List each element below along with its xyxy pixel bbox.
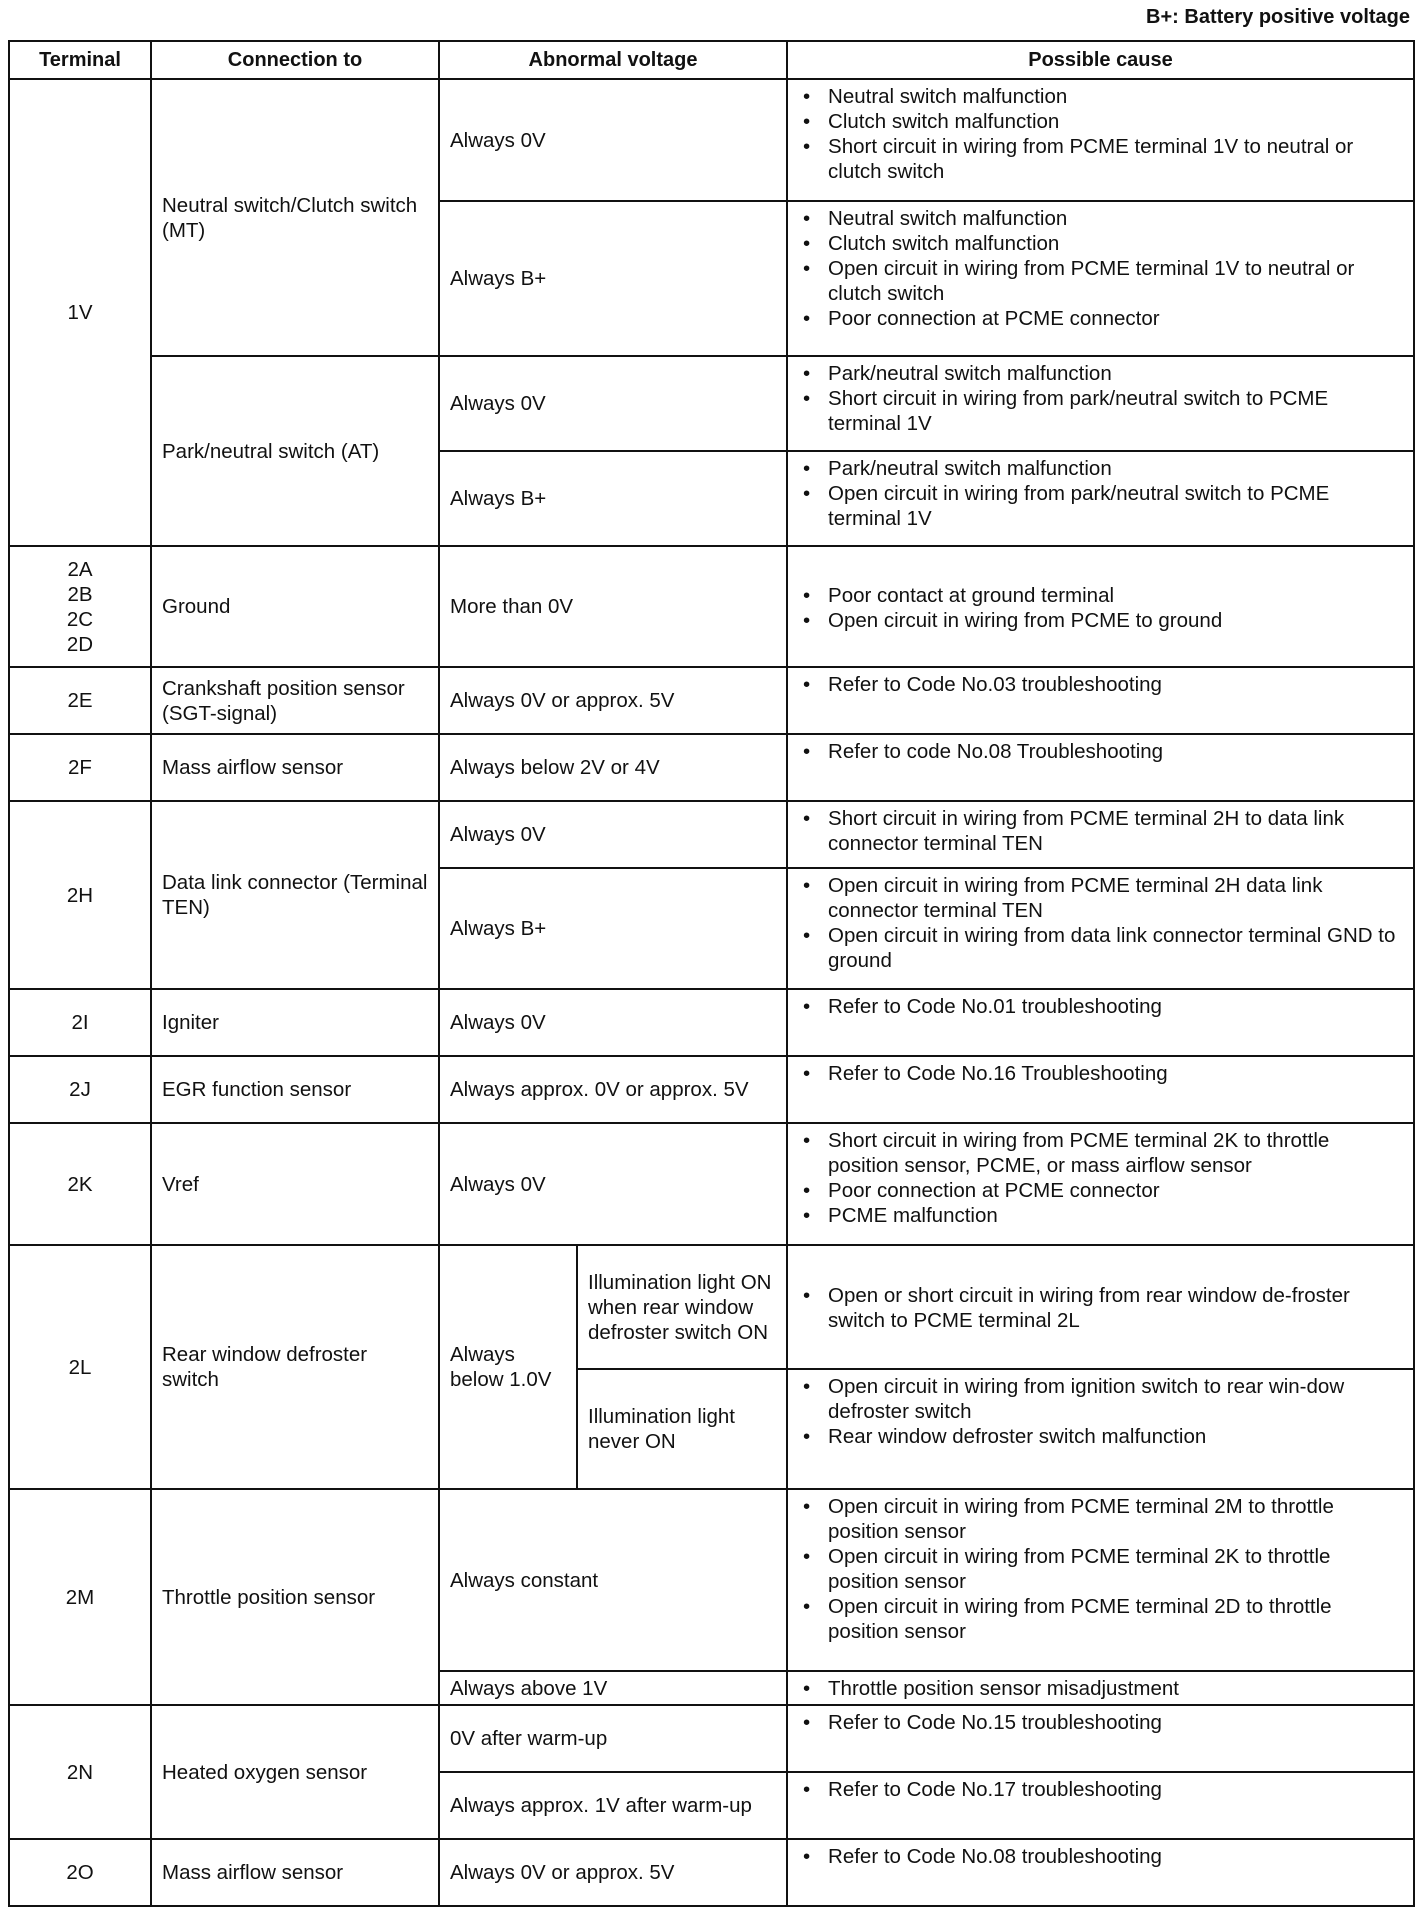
cause-list <box>796 84 1405 184</box>
cause-item: • Short circuit in wiring from PCME terminal 2K to throttle position sensor, PCME, or mass airflow sensor <box>796 1128 1405 1178</box>
cause-list <box>796 361 1405 436</box>
connection-cell: Rear window defroster switch <box>151 1245 439 1489</box>
cause-cell <box>787 1245 1414 1369</box>
cause-item: • Rear window defroster switch malfunction <box>796 1424 1405 1449</box>
voltage-cell: Always 0V <box>439 79 787 201</box>
cause-cell <box>787 1489 1414 1671</box>
cause-list <box>796 1283 1405 1333</box>
voltage-cell: Always 0V <box>439 801 787 868</box>
cause-list <box>796 583 1405 633</box>
connection-cell: EGR function sensor <box>151 1056 439 1123</box>
cause-item: • Clutch switch malfunction <box>796 231 1405 256</box>
voltage-cell: Always 0V <box>439 356 787 451</box>
terminal-cell: 2I <box>9 989 151 1056</box>
table-row <box>9 801 1414 868</box>
header-row <box>9 41 1414 79</box>
cause-item: • Open circuit in wiring from PCME terminal 2D to throttle position sensor <box>796 1594 1405 1644</box>
cause-cell <box>787 667 1414 734</box>
cause-list <box>796 1494 1405 1644</box>
terminal-cell: 2O <box>9 1839 151 1906</box>
table-row <box>9 989 1414 1056</box>
table-row <box>9 1839 1414 1906</box>
terminal-cell: 2N <box>9 1705 151 1839</box>
terminal-cell: 2E <box>9 667 151 734</box>
voltage-cell: Always approx. 1V after warm-up <box>439 1772 787 1839</box>
condition-cell: Illumination light never ON <box>577 1369 787 1489</box>
connection-cell: Mass airflow sensor <box>151 734 439 801</box>
header-cause: Possible cause <box>787 41 1414 79</box>
cause-item: • Open circuit in wiring from ignition switch to rear win-dow defroster switch <box>796 1374 1405 1424</box>
cause-cell <box>787 1369 1414 1489</box>
table-row <box>9 79 1414 201</box>
cause-cell <box>787 1705 1414 1772</box>
cause-list <box>796 1061 1405 1086</box>
connection-cell: Mass airflow sensor <box>151 1839 439 1906</box>
cause-cell <box>787 356 1414 451</box>
cause-item: • Open circuit in wiring from park/neutral switch to PCME terminal 1V <box>796 481 1405 531</box>
cause-item: • Open circuit in wiring from PCME terminal 1V to neutral or clutch switch <box>796 256 1405 306</box>
voltage-cell: Always 0V <box>439 989 787 1056</box>
voltage-cell: Always approx. 0V or approx. 5V <box>439 1056 787 1123</box>
cause-item: • Clutch switch malfunction <box>796 109 1405 134</box>
table-row <box>9 734 1414 801</box>
voltage-cell: Always B+ <box>439 868 787 989</box>
voltage-cell: Always 0V <box>439 1123 787 1245</box>
cause-list <box>796 994 1405 1019</box>
cause-item: • Refer to Code No.03 troubleshooting <box>796 672 1405 697</box>
terminal-label: 2C <box>66 607 94 631</box>
table-row <box>9 1705 1414 1772</box>
terminal-cell: 2L <box>9 1245 151 1489</box>
cause-list <box>796 672 1405 697</box>
voltage-cell: Always above 1V <box>439 1671 787 1705</box>
cause-cell <box>787 868 1414 989</box>
cause-list <box>796 806 1405 856</box>
cause-cell <box>787 1839 1414 1906</box>
legend-note: B+: Battery positive voltage <box>1146 6 1410 28</box>
table-row <box>9 356 1414 451</box>
troubleshooting-table <box>8 40 1415 1907</box>
cause-item: • Refer to Code No.08 troubleshooting <box>796 1844 1405 1869</box>
table-row <box>9 667 1414 734</box>
voltage-cell: Always below 2V or 4V <box>439 734 787 801</box>
terminal-cell: 2J <box>9 1056 151 1123</box>
cause-item: • Open circuit in wiring from PCME terminal 2H data link connector terminal TEN <box>796 873 1405 923</box>
cause-cell <box>787 546 1414 667</box>
cause-cell <box>787 989 1414 1056</box>
cause-cell <box>787 79 1414 201</box>
cause-item: • Refer to Code No.17 troubleshooting <box>796 1777 1405 1802</box>
cause-item: • Refer to code No.08 Troubleshooting <box>796 739 1405 764</box>
cause-item: • PCME malfunction <box>796 1203 1405 1228</box>
terminal-cell: 2F <box>9 734 151 801</box>
header-voltage: Abnormal voltage <box>439 41 787 79</box>
voltage-cell: Always 0V or approx. 5V <box>439 667 787 734</box>
cause-item: • Short circuit in wiring from PCME terminal 1V to neutral or clutch switch <box>796 134 1405 184</box>
connection-cell: Heated oxygen sensor <box>151 1705 439 1839</box>
terminal-label: 2D <box>66 632 94 656</box>
cause-item: • Refer to Code No.16 Troubleshooting <box>796 1061 1405 1086</box>
table-row <box>9 1056 1414 1123</box>
table-row <box>9 1123 1414 1245</box>
connection-cell: Crankshaft position sensor (SGT-signal) <box>151 667 439 734</box>
connection-cell: Park/neutral switch (AT) <box>151 356 439 546</box>
cause-cell <box>787 801 1414 868</box>
cause-item: • Park/neutral switch malfunction <box>796 361 1405 386</box>
cause-item: • Poor contact at ground terminal <box>796 583 1405 608</box>
cause-cell <box>787 451 1414 546</box>
voltage-cell: Always B+ <box>439 201 787 356</box>
terminal-cell: 2M <box>9 1489 151 1705</box>
cause-item: • Open circuit in wiring from data link connector terminal GND to ground <box>796 923 1405 973</box>
cause-cell <box>787 1772 1414 1839</box>
cause-list <box>796 1374 1405 1449</box>
cause-item: • Throttle position sensor misadjustment <box>796 1676 1405 1701</box>
terminal-label: 2A <box>67 557 93 581</box>
condition-cell: Illumination light ON when rear window defroster switch ON <box>577 1245 787 1369</box>
terminal-cell: 1V <box>9 79 151 546</box>
connection-cell: Vref <box>151 1123 439 1245</box>
voltage-cell: Always constant <box>439 1489 787 1671</box>
cause-cell <box>787 201 1414 356</box>
cause-list <box>796 1710 1405 1735</box>
cause-item: • Refer to Code No.01 troubleshooting <box>796 994 1405 1019</box>
cause-item: • Poor connection at PCME connector <box>796 306 1405 331</box>
cause-cell <box>787 1056 1414 1123</box>
cause-list <box>796 1777 1405 1802</box>
terminal-cell <box>9 546 151 667</box>
cause-item: • Refer to Code No.15 troubleshooting <box>796 1710 1405 1735</box>
connection-cell: Throttle position sensor <box>151 1489 439 1705</box>
cause-list <box>796 1676 1405 1701</box>
terminal-cell: 2K <box>9 1123 151 1245</box>
terminal-cell: 2H <box>9 801 151 989</box>
cause-list <box>796 1844 1405 1869</box>
voltage-cell: Always below 1.0V <box>439 1245 577 1489</box>
cause-list <box>796 206 1405 331</box>
header-connection: Connection to <box>151 41 439 79</box>
connection-cell: Ground <box>151 546 439 667</box>
voltage-cell: Always 0V or approx. 5V <box>439 1839 787 1906</box>
cause-list <box>796 1128 1405 1228</box>
voltage-cell: Always B+ <box>439 451 787 546</box>
table-row <box>9 546 1414 667</box>
terminal-label: 2B <box>67 582 93 606</box>
cause-item: • Open circuit in wiring from PCME terminal 2K to throttle position sensor <box>796 1544 1405 1594</box>
cause-item: • Short circuit in wiring from PCME terminal 2H to data link connector terminal TEN <box>796 806 1405 856</box>
cause-list <box>796 873 1405 973</box>
cause-item: • Poor connection at PCME connector <box>796 1178 1405 1203</box>
table-row <box>9 1245 1414 1369</box>
cause-item: • Neutral switch malfunction <box>796 206 1405 231</box>
cause-item: • Open circuit in wiring from PCME to ground <box>796 608 1405 633</box>
connection-cell: Igniter <box>151 989 439 1056</box>
cause-list <box>796 456 1405 531</box>
cause-item: • Short circuit in wiring from park/neutral switch to PCME terminal 1V <box>796 386 1405 436</box>
cause-list <box>796 739 1405 764</box>
cause-item: • Park/neutral switch malfunction <box>796 456 1405 481</box>
cause-item: • Open or short circuit in wiring from rear window de-froster switch to PCME terminal 2L <box>796 1283 1405 1333</box>
cause-cell <box>787 1671 1414 1705</box>
header-terminal: Terminal <box>9 41 151 79</box>
voltage-cell: More than 0V <box>439 546 787 667</box>
cause-item: • Neutral switch malfunction <box>796 84 1405 109</box>
voltage-cell: 0V after warm-up <box>439 1705 787 1772</box>
connection-cell: Neutral switch/Clutch switch (MT) <box>151 79 439 356</box>
cause-cell <box>787 1123 1414 1245</box>
cause-item: • Open circuit in wiring from PCME terminal 2M to throttle position sensor <box>796 1494 1405 1544</box>
connection-cell: Data link connector (Terminal TEN) <box>151 801 439 989</box>
cause-cell <box>787 734 1414 801</box>
table-row <box>9 1489 1414 1671</box>
